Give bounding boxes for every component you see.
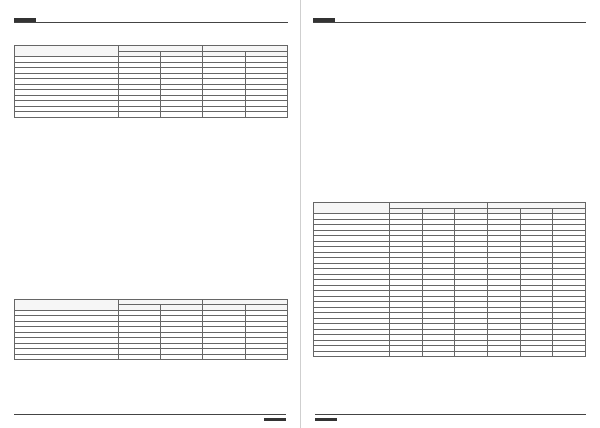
cell-value xyxy=(245,354,287,360)
body-text-block xyxy=(14,129,288,185)
cell-value xyxy=(520,351,553,357)
cell-value xyxy=(422,351,455,357)
table-source xyxy=(14,120,288,125)
cell-value xyxy=(118,112,160,118)
body-text-block xyxy=(313,29,586,107)
paragraph xyxy=(313,177,586,183)
table-body xyxy=(15,57,288,118)
body-text-block xyxy=(14,241,288,280)
cell-value xyxy=(553,351,586,357)
body-text-block xyxy=(14,187,288,237)
row-label xyxy=(15,112,119,118)
cell-value xyxy=(203,112,245,118)
cell-value xyxy=(118,354,160,360)
row-label xyxy=(15,354,119,360)
header-country xyxy=(314,203,390,214)
commodity-structure-import-table xyxy=(14,299,288,361)
table-caption xyxy=(313,193,586,199)
cell-value xyxy=(203,354,245,360)
header-group xyxy=(15,46,119,57)
header-bar xyxy=(14,18,36,22)
page-footer xyxy=(14,414,286,422)
table-body xyxy=(15,310,288,360)
cell-value xyxy=(245,112,287,118)
footer-bar xyxy=(264,418,286,421)
cell-value xyxy=(161,112,203,118)
header-group xyxy=(15,299,119,310)
running-header xyxy=(313,14,586,23)
cell-value xyxy=(161,354,203,360)
table-number-label xyxy=(14,29,288,34)
table-source xyxy=(14,362,288,367)
running-header xyxy=(14,14,288,23)
table-body xyxy=(314,214,586,357)
right-page xyxy=(300,0,600,428)
table-number-label xyxy=(313,186,586,191)
table-caption xyxy=(14,36,288,42)
geographic-structure-table xyxy=(313,202,586,357)
table-row xyxy=(15,112,288,118)
row-label xyxy=(314,351,390,357)
paragraph xyxy=(14,232,288,238)
cell-value xyxy=(455,351,488,357)
body-text-block xyxy=(313,110,586,183)
page-footer xyxy=(315,414,586,422)
table-source xyxy=(313,359,586,364)
table-number-label xyxy=(14,283,288,288)
table-caption xyxy=(14,290,288,296)
paragraph xyxy=(14,274,288,280)
cell-value xyxy=(488,351,521,357)
cell-value xyxy=(390,351,423,357)
footer-bar xyxy=(315,418,337,421)
paragraph xyxy=(313,102,586,108)
table-row xyxy=(15,354,288,360)
commodity-structure-export-table xyxy=(14,45,288,118)
table-row xyxy=(314,351,586,357)
paragraph xyxy=(14,179,288,185)
header-bar xyxy=(313,18,335,22)
